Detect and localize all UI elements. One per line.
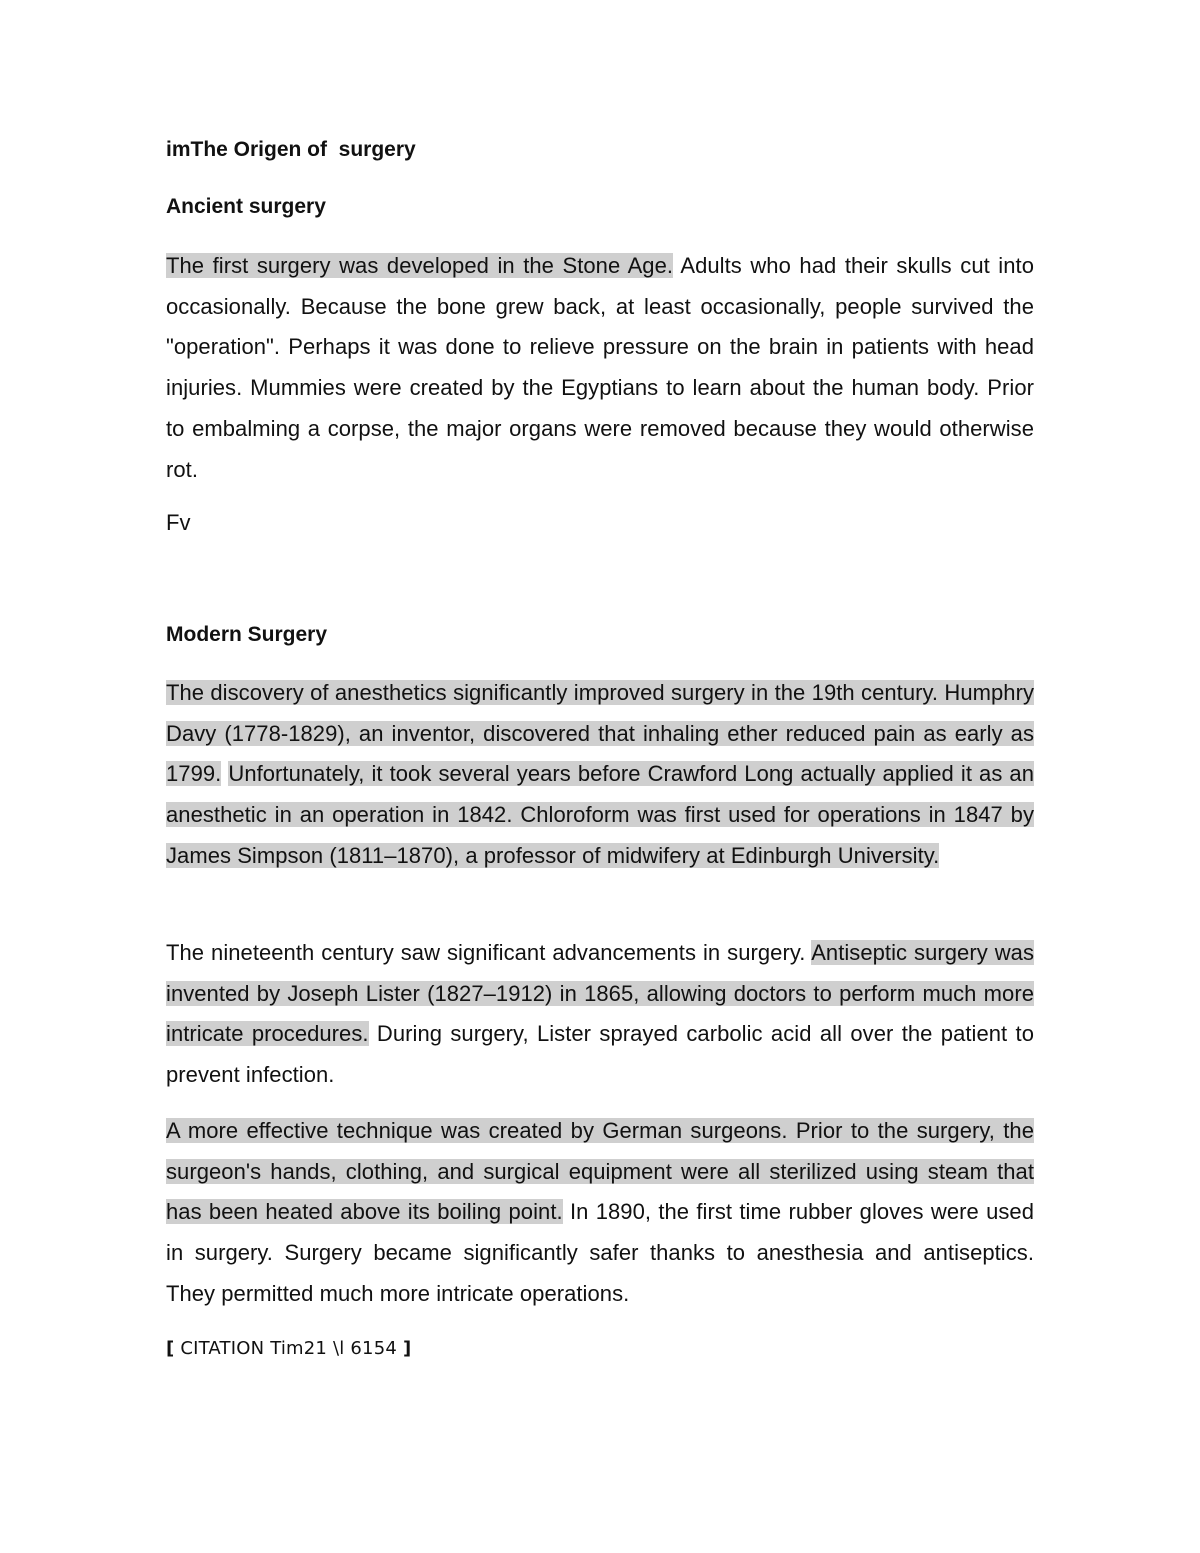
paragraph-sterilization <box>166 1111 1034 1315</box>
citation-open-bracket: [ <box>166 1338 175 1359</box>
section-heading-ancient: Ancient surgery <box>166 195 326 218</box>
plain-text: Adults who had their skulls cut into occasionally. Because the bone grew back, at least occasionally, people survived the "operation". Perhaps it was done to relieve pressure on the brain in patients with head injuries. Mummies were created by the Egyptians to learn about the human body. Prior to embalming a corpse, the major organs were removed because they would otherwise rot. <box>166 253 1034 482</box>
citation-field <box>166 1338 411 1359</box>
note-text: Fv <box>166 510 191 535</box>
highlighted-text: A more effective technique was created by German surgeons. Prior to the surgery, the surgeon's hands, clothing, and surgical equipment were all sterilized using steam that has been heated above its boiling point. <box>166 1118 1034 1225</box>
plain-text: During surgery, Lister sprayed carbolic acid all over the patient to prevent infection. <box>166 1021 1034 1088</box>
plain-text: In 1890, the first time rubber gloves were used in surgery. Surgery became significantly safer thanks to anesthesia and antiseptics. They permitted much more intricate operations. <box>166 1199 1034 1306</box>
citation-text: CITATION Tim21 \l 6154 <box>174 1338 403 1359</box>
highlighted-text: Antiseptic surgery was invented by Joseph Lister (1827–1912) in 1865, allowing doctors to perform much more intricate procedures. <box>166 940 1034 1047</box>
section-heading-modern: Modern Surgery <box>166 623 328 646</box>
paragraph-ancient-surgery <box>166 246 1034 490</box>
paragraph-anesthetics <box>166 673 1034 877</box>
paragraph-antiseptic <box>166 933 1034 1096</box>
highlighted-text: The discovery of anesthetics significantly improved surgery in the 19th century. Humphry Davy (1778-1829), an inventor, discovered that inhaling ether reduced pain as early as 1799. <box>166 680 1034 787</box>
highlighted-text: The first surgery was developed in the Stone Age. <box>166 253 674 278</box>
plain-text: The nineteenth century saw significant advancements in surgery. <box>166 940 812 965</box>
highlighted-text: Unfortunately, it took several years before Crawford Long actually applied it as an anesthetic in an operation in 1842. Chloroform was first used for operations in 1847 by James Simpson (1811–1870), a professor of midwifery at Edinburgh University. <box>166 761 1034 868</box>
document-title: imThe Origen of surgery <box>166 138 416 161</box>
citation-close-bracket: ] <box>402 1338 412 1359</box>
